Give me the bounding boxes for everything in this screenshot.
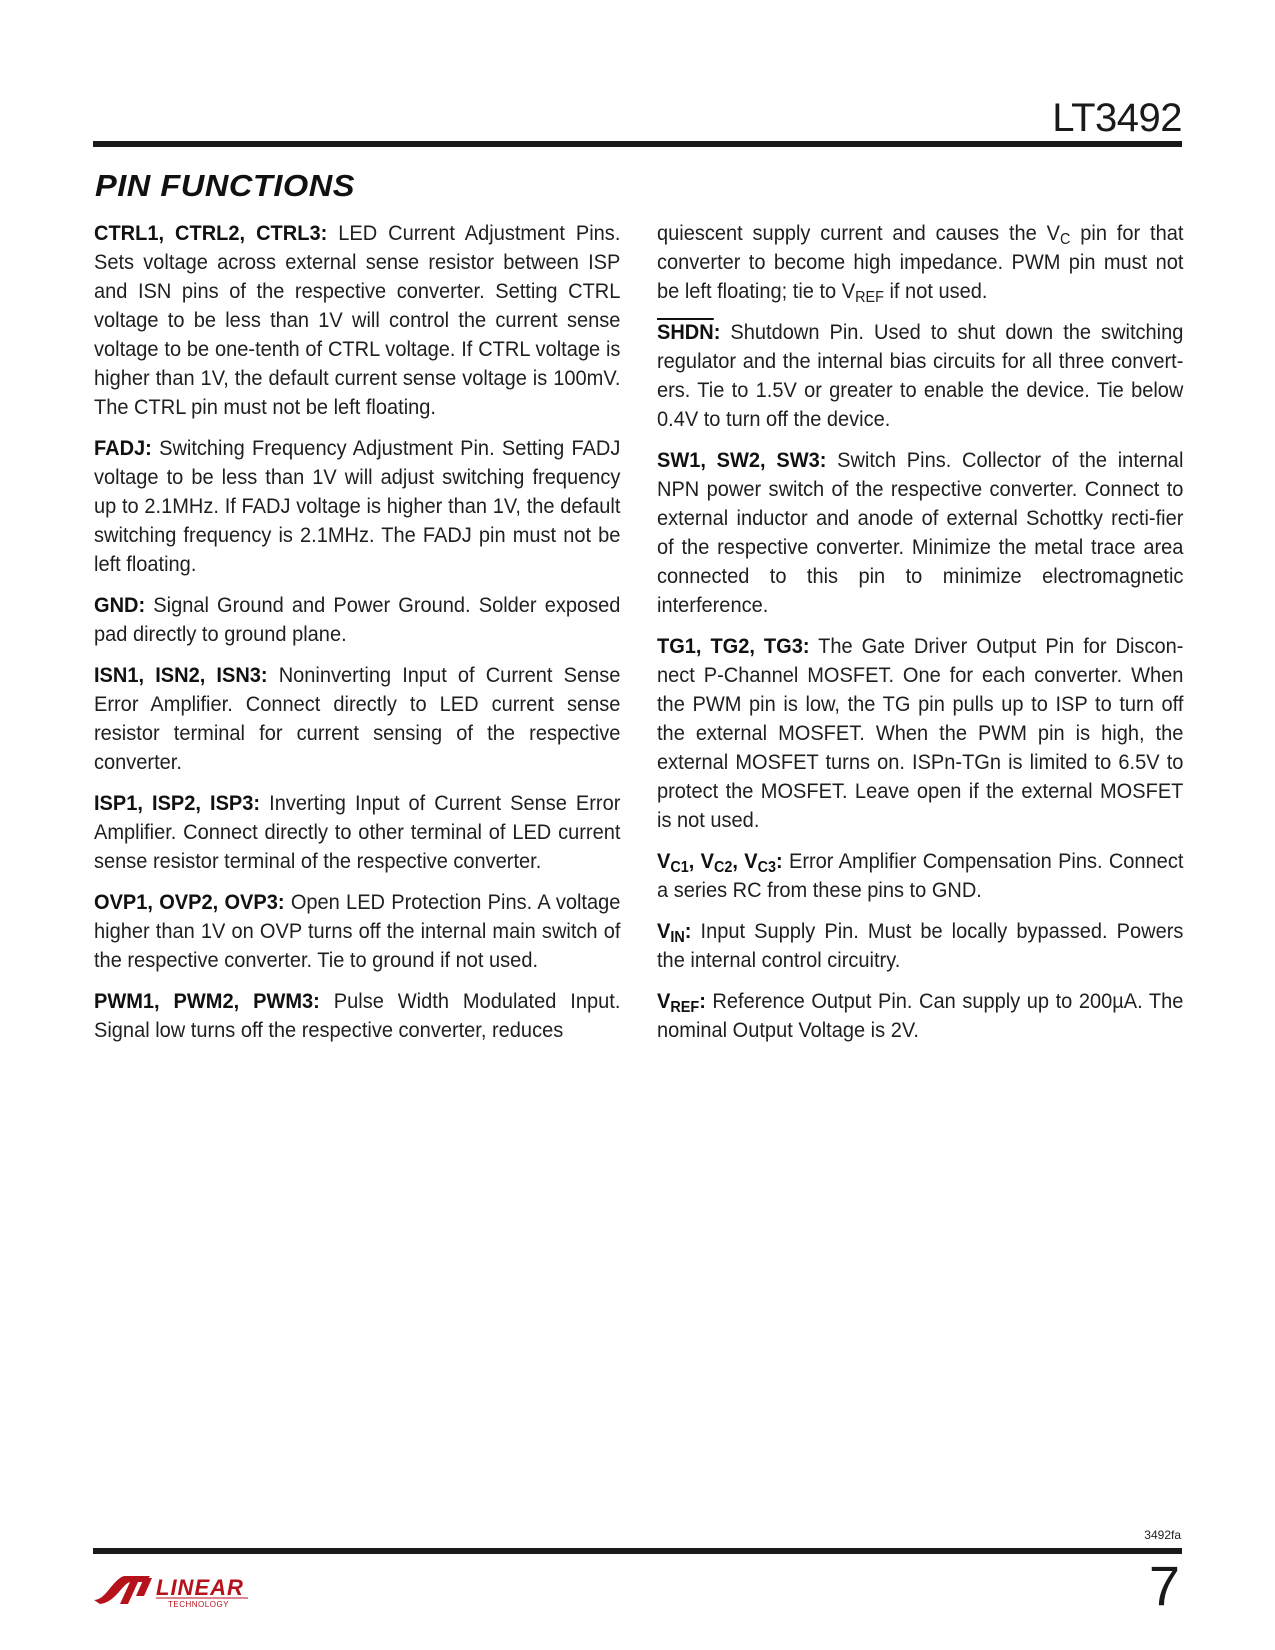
pin-label: $V_{C1}$, $V_{C2}$, $V_{C3}$: xyxy=(657,849,783,876)
header-rule xyxy=(93,141,1182,147)
pin-label: $V_{REF}$: xyxy=(657,989,706,1016)
logo-mark-icon xyxy=(94,1576,152,1604)
pin-description: quiescent supply current and causes the V xyxy=(657,221,1060,245)
right-column xyxy=(657,219,1183,1057)
pin-entry-vref xyxy=(657,987,1183,1045)
pin-entry-tg xyxy=(657,632,1183,835)
pin-label: PWM1, PWM2, PWM3: xyxy=(94,989,320,1013)
page-number: 7 xyxy=(1148,1554,1180,1617)
footer-rule xyxy=(93,1548,1182,1554)
pin-entry-fadj xyxy=(94,434,620,579)
pin-description: if not used. xyxy=(883,279,988,303)
pin-label-colon: : xyxy=(713,320,721,344)
logo-subtext: TECHNOLOGY xyxy=(168,1600,230,1609)
section-title: PIN FUNCTIONS xyxy=(95,168,356,203)
pin-entry-pwm-continued xyxy=(657,219,1183,306)
pin-entry-isp xyxy=(94,789,620,876)
pin-entry-vin xyxy=(657,917,1183,975)
pin-description: Reference Output Pin. Can supply up to 200µA. The nominal Output Voltage is 2V. xyxy=(657,989,1184,1042)
subscript: REF xyxy=(855,288,884,306)
pin-entry-ctrl xyxy=(94,219,620,422)
pin-description: Input Supply Pin. Must be locally bypassed. Powers the internal control circuitry. xyxy=(657,919,1184,972)
pin-entry-isn xyxy=(94,661,620,777)
pin-description: Signal Ground and Power Ground. Solder exposed pad directly to ground plane. xyxy=(94,593,621,646)
pin-description: Shutdown Pin. Used to shut down the switching regulator and the internal bias circuits for all three convert-ers. Tie to 1.5V or greater to enable the device. Tie below 0.4V to turn off the device. xyxy=(657,320,1184,431)
pin-label: GND: xyxy=(94,593,146,617)
pin-label: ISN1, ISN2, ISN3: xyxy=(94,663,268,687)
document-code: 3492fa xyxy=(1144,1528,1181,1542)
pin-entry-vc xyxy=(657,847,1183,905)
pin-label: SHDN xyxy=(657,320,714,344)
linear-technology-logo xyxy=(92,1566,272,1610)
pin-description: Pulse Width Modulated Input. Signal low turns off the respective converter, reduces xyxy=(94,989,621,1042)
pin-description: pin for that converter to become high impedance. PWM pin must not be left floating; tie to V xyxy=(657,221,1184,303)
pin-label: SW1, SW2, SW3: xyxy=(657,448,827,472)
pin-description: Error Amplifier Compensation Pins. Connect a series RC from these pins to GND. xyxy=(657,849,1184,902)
subscript: C xyxy=(1059,230,1071,248)
pin-description: Noninverting Input of Current Sense Error Amplifier. Connect directly to LED current sense resistor terminal for current sensing of the respective converter. xyxy=(94,663,621,774)
pin-label: $V_{IN}$: xyxy=(657,919,692,946)
pin-label: CTRL1, CTRL2, CTRL3: xyxy=(94,221,328,245)
pin-label: OVP1, OVP2, OVP3: xyxy=(94,890,285,914)
pin-description: LED Current Adjustment Pins. Sets voltage across external sense resistor between ISP and ISN pins of the respective converter. Setting CTRL voltage to be less than 1V will control the current sense voltage to be one-tenth of CTRL voltage. If CTRL voltage is higher than 1V, the default current sense voltage is 100mV. The CTRL pin must not be left floating. xyxy=(94,221,621,419)
logo-text: LINEAR xyxy=(156,1575,244,1600)
left-column xyxy=(94,219,620,1057)
pin-entry-ovp xyxy=(94,888,620,975)
pin-description: Open LED Protection Pins. A voltage higher than 1V on OVP turns off the internal main switch of the respective converter. Tie to ground if not used. xyxy=(94,890,621,972)
pin-label: FADJ: xyxy=(94,436,152,460)
pin-description: Inverting Input of Current Sense Error Amplifier. Connect directly to other terminal of LED current sense resistor terminal of the respective converter. xyxy=(94,791,621,873)
pin-label: TG1, TG2, TG3: xyxy=(657,634,810,658)
pin-entry-shdn xyxy=(657,318,1183,434)
pin-description: The Gate Driver Output Pin for Discon-nect P-Channel MOSFET. One for each converter. When the PWM pin is low, the TG pin pulls up to ISP to turn off the external MOSFET. When the PWM pin is high, the external MOSFET turns on. ISPn-TGn is limited to 6.5V to protect the MOSFET. Leave open if the external MOSFET is not used. xyxy=(657,634,1184,832)
pin-entry-gnd xyxy=(94,591,620,649)
pin-description: Switch Pins. Collector of the internal NPN power switch of the respective converter. Connect to external inductor and anode of external Schottky recti-fier of the respective converter. Minimize the metal trace area connected to this pin to minimize electromagnetic interference. xyxy=(657,448,1184,617)
pin-entry-sw xyxy=(657,446,1183,620)
pin-label: ISP1, ISP2, ISP3: xyxy=(94,791,261,815)
pin-entry-pwm xyxy=(94,987,620,1045)
pin-description: Switching Frequency Adjustment Pin. Setting FADJ voltage to be less than 1V will adjust switching frequency up to 2.1MHz. If FADJ voltage is higher than 1V, the default switching frequency is 2.1MHz. The FADJ pin must not be left floating. xyxy=(94,436,621,576)
part-number: LT3492 xyxy=(1052,96,1182,140)
